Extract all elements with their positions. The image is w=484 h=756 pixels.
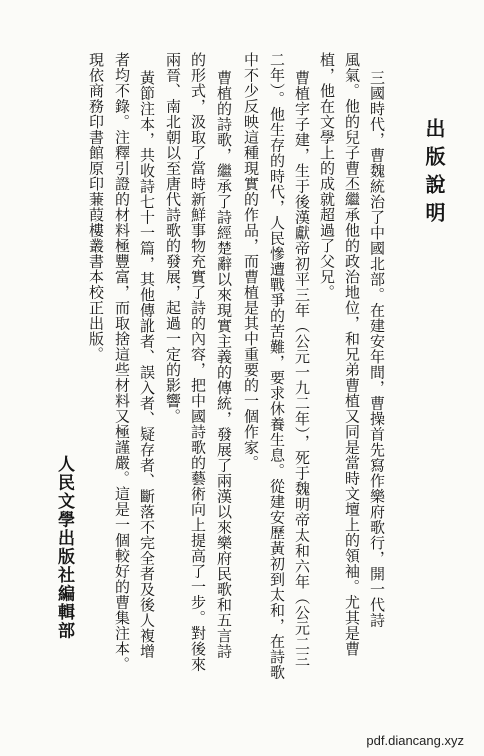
paragraph-column: 黃節注本，共收詩七十一篇，其他傳訛者、誤入者、疑存者、斷落不完全者及後人複增 [138,70,156,659]
paragraph-column: 二年）。他生存的時代，人民慘遭戰爭的苦難，要求休養生息。從建安歷黃初到太和，在詩歌 [268,52,286,680]
paragraph-column: 風氣。他的兒子曹丕繼承他的政治地位，和兄弟曹植又同是當時文壇上的領袖。尤其是曹 [343,52,361,657]
paragraph-column: 兩晉、南北朝以至唐代詩歌的發展，起過一定的影響。 [164,52,182,424]
paragraph-column: 曹植的詩歌，繼承了詩經楚辭以來現實主義的傳統，發展了兩漢以來樂府民歌和五言詩 [215,70,233,659]
watermark: pdf.diancang.xyz [366,733,464,748]
page-title: 出版說明 [422,118,446,230]
paragraph-column: 植，他在文學上的成就超過了父兄。 [318,52,336,300]
paragraph-column: 三國時代，曹魏統治了中國北部。在建安年間，曹操首先寫作樂府歌行，開一代詩 [368,70,386,628]
paragraph-column: 曹植字子建，生于後漢獻帝初平三年（公元一九二年），死于魏明帝太和六年（公元二三 [293,70,311,667]
paragraph-column: 現依商務印書館原印蒹葭樓叢書本校正出版。 [87,52,105,362]
publisher-signature: 人民文學出版社編輯部 [54,455,74,640]
paragraph-column: 中不少反映這種現實的作品，而曹植是其中重要的一個作家。 [242,52,260,471]
paragraph-column: 者均不錄。注釋引證的材料極豐富，而取捨這些材料又極謹嚴。這是一個較好的曹集注本。 [113,52,131,672]
paragraph-column: 的形式，汲取了當時新鮮事物充實了詩的內容，把中國詩歌的藝術向上提高了一步。對後來 [189,52,207,672]
